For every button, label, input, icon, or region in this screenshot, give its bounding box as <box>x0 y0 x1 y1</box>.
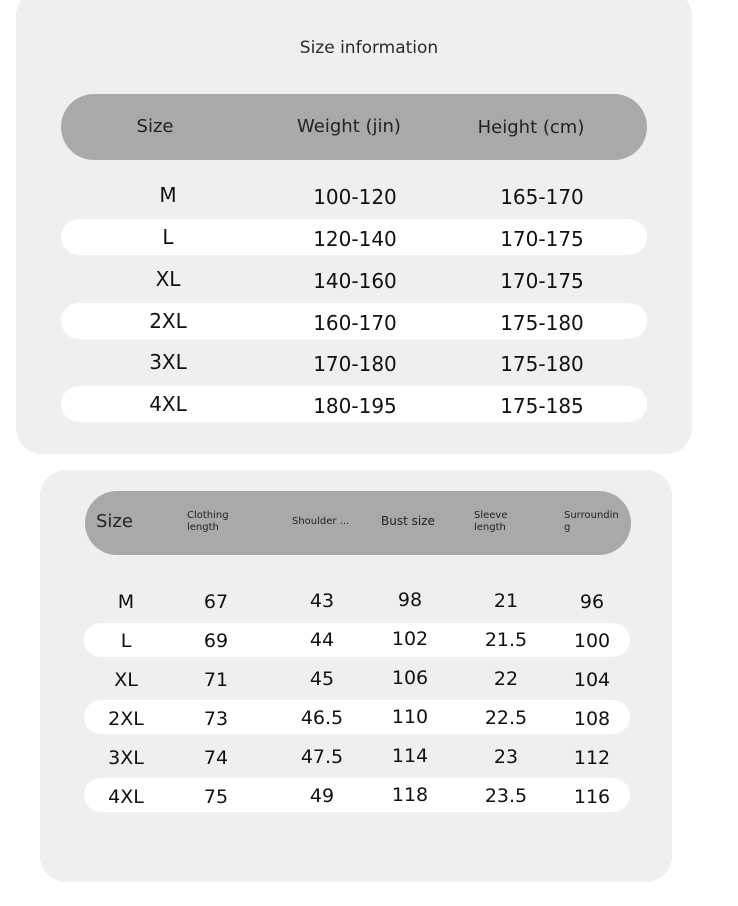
cell-shoulder: 47.5 <box>300 746 344 768</box>
cell-weight: 180-195 <box>313 394 397 418</box>
cell-weight: 160-170 <box>313 311 397 335</box>
row-stripe <box>84 623 630 657</box>
cell-size: 4XL <box>108 786 144 808</box>
cell-bust: 118 <box>391 784 429 806</box>
header-size: Size <box>136 116 174 137</box>
header-clothing-length: Clothing length <box>187 510 229 533</box>
cell-size: 2XL <box>149 309 187 333</box>
cell-clothing-length: 74 <box>203 747 229 769</box>
cell-surrounding: 108 <box>573 708 611 730</box>
cell-surrounding: 100 <box>573 630 611 652</box>
cell-height: 175-180 <box>500 352 584 376</box>
cell-shoulder: 49 <box>309 785 335 807</box>
cell-shoulder: 46.5 <box>300 707 344 729</box>
cell-surrounding: 116 <box>573 786 611 808</box>
cell-size: 2XL <box>108 708 144 730</box>
cell-height: 170-175 <box>500 227 584 251</box>
cell-weight: 100-120 <box>313 185 397 209</box>
cell-size: L <box>120 630 132 652</box>
cell-clothing-length: 67 <box>203 591 229 613</box>
cell-weight: 120-140 <box>313 227 397 251</box>
header-weight: Weight (jin) <box>297 116 401 137</box>
cell-surrounding: 104 <box>573 669 611 691</box>
cell-size: 4XL <box>149 392 187 416</box>
cell-size: XL <box>155 267 181 291</box>
cell-height: 175-185 <box>500 394 584 418</box>
cell-bust: 106 <box>391 667 429 689</box>
cell-sleeve: 22.5 <box>484 707 528 729</box>
section-title: Size information <box>299 38 439 58</box>
cell-clothing-length: 73 <box>203 708 229 730</box>
table2-header <box>85 491 631 555</box>
cell-surrounding: 96 <box>579 591 605 613</box>
cell-size: L <box>162 225 174 249</box>
cell-weight: 170-180 <box>313 352 397 376</box>
cell-weight: 140-160 <box>313 269 397 293</box>
cell-clothing-length: 71 <box>203 669 229 691</box>
cell-height: 175-180 <box>500 311 584 335</box>
cell-size: M <box>159 183 177 207</box>
cell-bust: 114 <box>391 745 429 767</box>
cell-surrounding: 112 <box>573 747 611 769</box>
cell-size: M <box>117 591 135 613</box>
cell-bust: 98 <box>397 589 423 611</box>
header-shoulder: Shoulder ... <box>292 516 350 527</box>
cell-size: 3XL <box>108 747 144 769</box>
cell-size: 3XL <box>149 350 187 374</box>
header-sleeve-length: Sleeve length <box>474 510 508 533</box>
cell-shoulder: 44 <box>309 629 335 651</box>
cell-sleeve: 23 <box>493 746 519 768</box>
row-stripe <box>84 700 630 734</box>
row-stripe <box>84 778 630 812</box>
header-bust-size: Bust size <box>381 514 435 528</box>
cell-clothing-length: 69 <box>203 630 229 652</box>
header-size: Size <box>96 511 133 532</box>
header-height: Height (cm) <box>477 117 585 138</box>
cell-height: 165-170 <box>500 185 584 209</box>
cell-sleeve: 21.5 <box>484 629 528 651</box>
cell-sleeve: 22 <box>493 668 519 690</box>
cell-sleeve: 23.5 <box>484 785 528 807</box>
cell-height: 170-175 <box>500 269 584 293</box>
cell-shoulder: 43 <box>309 590 335 612</box>
cell-shoulder: 45 <box>309 668 335 690</box>
cell-clothing-length: 75 <box>203 786 229 808</box>
cell-bust: 110 <box>391 706 429 728</box>
header-surrounding: Surrounding <box>564 510 619 533</box>
cell-size: XL <box>114 669 138 691</box>
cell-bust: 102 <box>391 628 429 650</box>
cell-sleeve: 21 <box>493 590 519 612</box>
